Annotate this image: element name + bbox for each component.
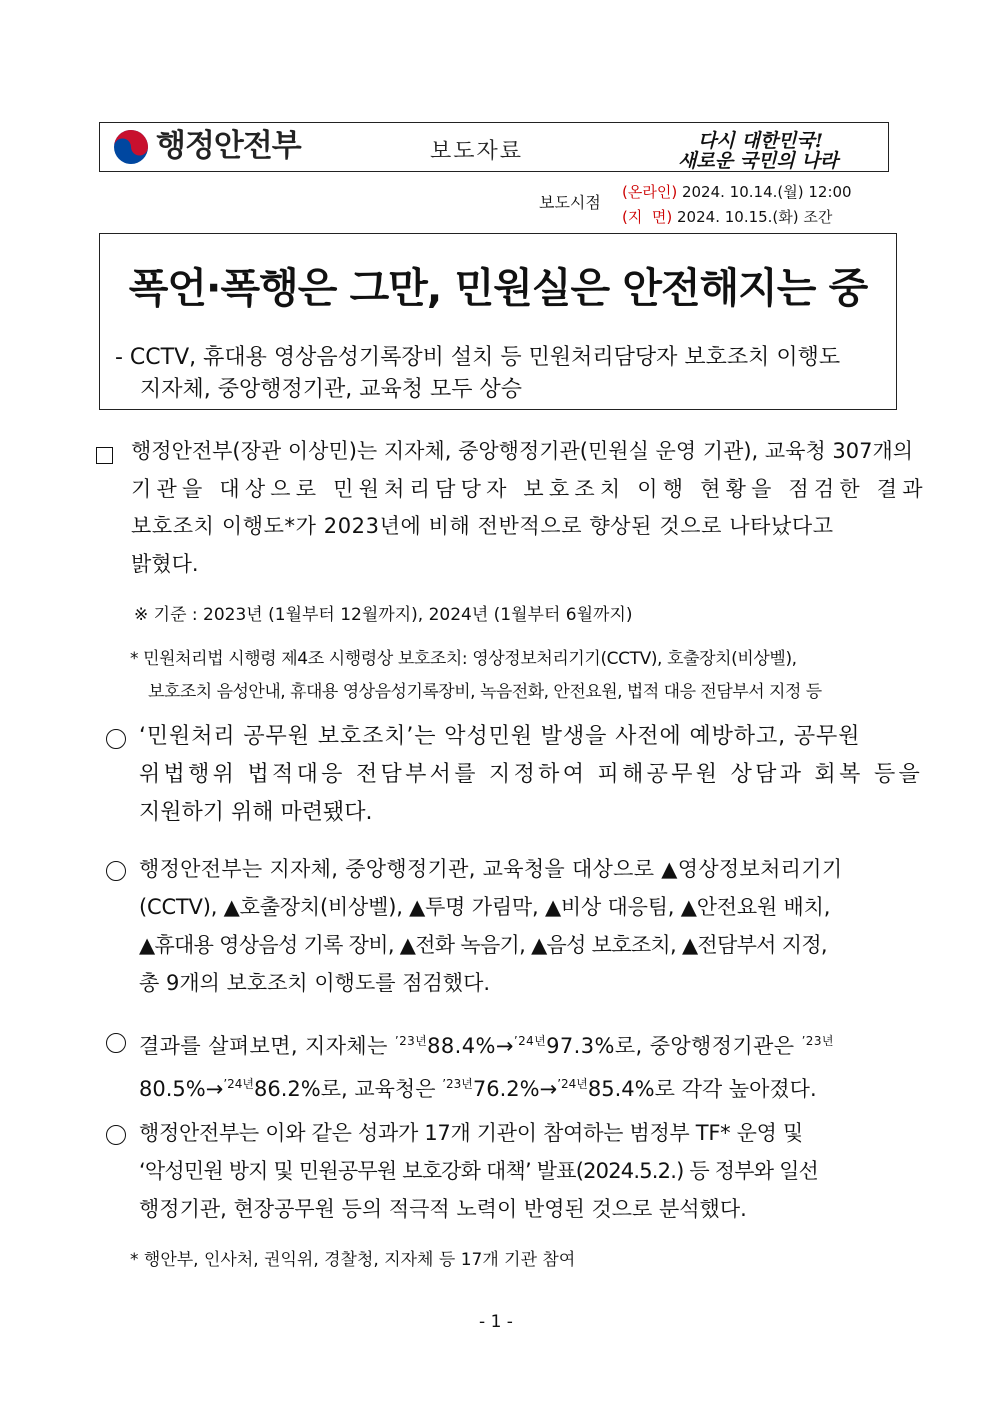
headline: 폭언·폭행은 그만, 민원실은 안전해지는 중 xyxy=(128,264,868,312)
circle-bullet-icon xyxy=(106,1033,126,1053)
paragraph-4 xyxy=(139,1022,899,1108)
release-online xyxy=(622,181,852,202)
value-central-2023: 80.5% xyxy=(139,1077,206,1101)
note-definition-line-2: 보호조치 음성안내, 휴대용 영상음성기록장비, 녹음전화, 안전요원, 법적 대응 전담부서 지정 등 xyxy=(148,682,822,702)
value-central-2024: 86.2%로, 교육청은 xyxy=(254,1077,443,1101)
paragraph-1-line: 행정안전부(장관 이상민)는 지자체, 중앙행정기관(민원실 운영 기관), 교육청 307개의 xyxy=(131,439,914,463)
p4-text: 결과를 살펴보면, 지자체는 xyxy=(139,1034,395,1058)
paragraph-5 xyxy=(139,1114,899,1228)
paragraph-1-line: 기관을 대상으로 민원처리담당자 보호조치 이행 현황을 점검한 결과 xyxy=(131,476,928,501)
year-23: ’23년 xyxy=(801,1034,834,1048)
page-number: - 1 - xyxy=(479,1312,513,1332)
paragraph-1-line: 밝혔다. xyxy=(131,551,199,576)
online-time: 2024. 10.14.(월) 12:00 xyxy=(681,183,852,201)
value-local-2023: 88.4% xyxy=(427,1034,496,1058)
paragraph-5-line: ‘악성민원 방지 및 민원공무원 보호강화 대책’ 발표(2024.5.2.) 등 정부와 일선 xyxy=(139,1159,819,1183)
paragraph-1-line: 보호조치 이행도*가 2023년에 비해 전반적으로 향상된 것으로 나타났다고 xyxy=(131,514,834,538)
paragraph-3-line: ▲휴대용 영상음성 기록 장비, ▲전화 녹음기, ▲음성 보호조치, ▲전담부서 지정, xyxy=(139,933,827,957)
government-emblem-icon xyxy=(113,129,149,165)
year-24: ’24년 xyxy=(513,1034,547,1048)
circle-bullet-icon xyxy=(106,729,126,749)
print-tag: (지 면) xyxy=(622,208,673,226)
paragraph-3-line: (CCTV), ▲호출장치(비상벨), ▲투명 가림막, ▲비상 대응팀, ▲안전요원 배치, xyxy=(139,895,831,919)
paragraph-3-line: 총 9개의 보호조치 이행도를 점검했다. xyxy=(139,971,491,995)
paragraph-4-line-2 xyxy=(139,1065,899,1108)
paragraph-2 xyxy=(139,718,924,832)
online-tag: (온라인) xyxy=(622,183,678,201)
paragraph-2-line: ‘민원처리 공무원 보호조치’는 악성민원 발생을 사전에 예방하고, 공무원 xyxy=(139,724,861,749)
circle-bullet-icon xyxy=(106,1125,126,1145)
paragraph-5-line: 행정안전부는 이와 같은 성과가 17개 기관이 참여하는 범정부 TF* 운영 및 xyxy=(139,1121,804,1145)
paragraph-3 xyxy=(139,850,899,1002)
organization-name: 행정안전부 xyxy=(156,128,301,164)
year-23: ’23년 xyxy=(394,1034,428,1048)
note-definition-line-1: * 민원처리법 시행령 제4조 시행령상 보호조치: 영상정보처리기기(CCTV), 호출장치(비상벨), xyxy=(130,649,797,669)
year-24: ’24년 xyxy=(223,1077,255,1091)
value-local-2024: 97.3%로, 중앙행정기관은 xyxy=(546,1034,802,1058)
value-edu-2023: 76.2% xyxy=(472,1077,540,1101)
paragraph-1 xyxy=(131,433,928,583)
paragraph-4-line-1 xyxy=(139,1022,899,1065)
release-label: 보도시점 xyxy=(539,193,601,212)
subtitle-line-2: 지자체, 중앙행정기관, 교육청 모두 상승 xyxy=(140,377,522,402)
year-23: ’23년 xyxy=(442,1077,473,1091)
arrow: → xyxy=(495,1034,514,1058)
paragraph-2-line: 위법행위 법적대응 전담부서를 지정하여 피해공무원 상담과 회복 등을 xyxy=(139,762,924,787)
paragraph-5-line: 행정기관, 현장공무원 등의 적극적 노력이 반영된 것으로 분석했다. xyxy=(139,1197,747,1221)
arrow: → xyxy=(205,1077,224,1101)
circle-bullet-icon xyxy=(106,861,126,881)
subtitle-line-1: - CCTV, 휴대용 영상음성기록장비 설치 등 민원처리담당자 보호조치 이행도 xyxy=(115,345,841,370)
value-edu-2024: 85.4%로 각각 높아졌다. xyxy=(587,1077,817,1101)
slogan-line-1: 다시 대한민국! xyxy=(698,130,824,152)
square-bullet-icon xyxy=(96,447,113,464)
note-criteria: ※ 기준 : 2023년 (1월부터 12월까지), 2024년 (1월부터 6월까지) xyxy=(134,605,633,625)
document-type: 보도자료 xyxy=(430,139,524,164)
print-time: 2024. 10.15.(화) 조간 xyxy=(677,208,833,226)
paragraph-3-line: 행정안전부는 지자체, 중앙행정기관, 교육청을 대상으로 ▲영상정보처리기기 xyxy=(139,857,843,881)
slogan xyxy=(676,126,846,170)
paragraph-2-line: 지원하기 위해 마련됐다. xyxy=(139,800,373,825)
note-tf-members: * 행안부, 인사처, 권익위, 경찰청, 지자체 등 17개 기관 참여 xyxy=(130,1250,576,1270)
year-24: ’24년 xyxy=(557,1077,588,1091)
slogan-line-2: 새로운 국민의 나라 xyxy=(678,150,839,172)
arrow: → xyxy=(539,1077,558,1101)
release-print xyxy=(622,206,832,227)
